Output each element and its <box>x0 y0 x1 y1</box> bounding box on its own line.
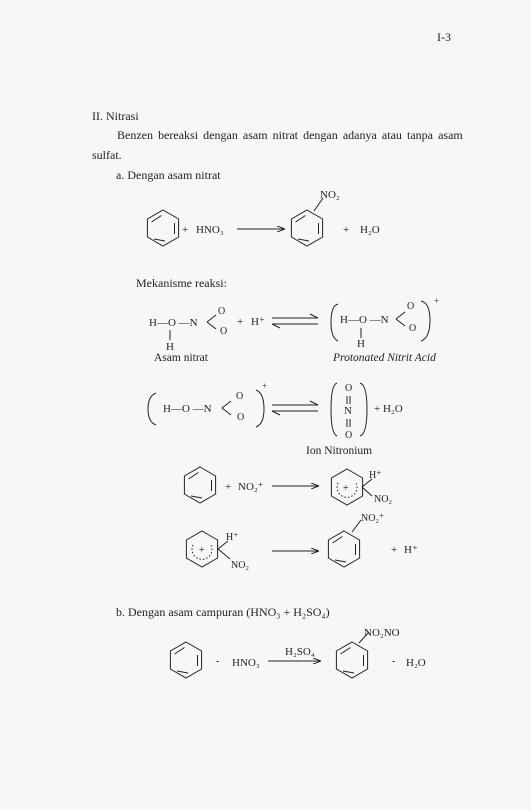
subsection-a-title: a. Dengan asam nitrat <box>116 168 221 182</box>
product-h-plus: H⁺ <box>404 544 418 556</box>
plus-water: + H₂O <box>374 403 403 415</box>
nitronium-n: N <box>344 405 352 417</box>
section-title: II. Nitrasi <box>92 109 139 123</box>
nitronium-ion: NO₂⁺ <box>238 481 264 493</box>
protonated-h: H <box>357 338 365 350</box>
subsection-b-title: b. Dengan asam campuran (HNO₃ + H₂SO₄) <box>116 605 330 619</box>
sigma-no2-2: NO₂ <box>231 560 249 571</box>
product-no2-plus: NO₂⁺ <box>361 513 385 524</box>
reagent-hno3: HNO₃ <box>196 224 224 236</box>
nitrobenzene-ring-icon <box>328 531 359 567</box>
protonated-2-o-bottom: O <box>237 412 245 423</box>
charge-plus: + <box>434 296 440 306</box>
dash: - <box>392 656 396 667</box>
product-h2o: H₂O <box>406 657 426 669</box>
plus-sign: + <box>225 481 232 493</box>
charge-plus: + <box>262 381 268 391</box>
nitrobenzene-ring-icon <box>291 210 322 246</box>
sigma-h-plus: H⁺ <box>369 470 382 481</box>
dash: - <box>216 656 220 667</box>
sigma-h-plus-2: H⁺ <box>226 532 239 543</box>
page-number: I-3 <box>437 30 451 44</box>
product-no2no: NO₂NO <box>364 627 400 639</box>
plus-sign: + <box>237 316 244 328</box>
nitric-acid-o-top: O <box>218 306 226 317</box>
catalyst-h2so4: H₂SO₄ <box>285 646 315 658</box>
nitronium-o-bottom: O <box>345 430 353 441</box>
mechanism-title: Mekanisme reaksi: <box>136 276 227 290</box>
protonated-2-o-top: O <box>236 391 244 402</box>
sigma-charge: + <box>343 483 349 494</box>
benzene-ring-icon <box>184 467 215 503</box>
paragraph-line-2: sulfat. <box>92 148 122 162</box>
product-no2: NO₂ <box>320 189 340 201</box>
nitric-acid-ho: H—O —N <box>149 317 198 329</box>
protonated-o-bottom: O <box>409 323 417 334</box>
nitric-acid-h: H <box>166 341 174 353</box>
protonated-o-top: O <box>407 301 415 312</box>
plus-sign: + <box>391 544 398 556</box>
nitric-acid-o-bottom: O <box>220 326 228 337</box>
proton-h-plus: H⁺ <box>251 316 265 328</box>
product-h2o: H₂O <box>360 224 380 236</box>
label-asam-nitrat: Asam nitrat <box>154 352 208 364</box>
protonated-ho-n: H—O —N <box>340 314 389 326</box>
benzene-ring-icon <box>170 642 201 678</box>
nitronium-o-top: O <box>345 383 353 394</box>
sigma-charge-2: + <box>199 545 205 556</box>
plus-sign: + <box>343 224 350 236</box>
nitrobenzene-ring-icon <box>336 642 367 678</box>
sigma-no2: NO₂ <box>374 494 392 505</box>
plus-sign: + <box>182 224 189 236</box>
label-ion-nitronium: Ion Nitronium <box>306 445 373 457</box>
benzene-ring-icon <box>147 210 178 246</box>
label-protonated-nitrit-acid: Protonated Nitrit Acid <box>333 352 436 364</box>
protonated-acid-2: H—O —N <box>163 403 212 415</box>
reagent-hno3: HNO₃ <box>232 657 260 669</box>
paragraph-line-1: Benzen bereaksi dengan asam nitrat dengan adanya atau tanpa asam <box>117 128 463 142</box>
